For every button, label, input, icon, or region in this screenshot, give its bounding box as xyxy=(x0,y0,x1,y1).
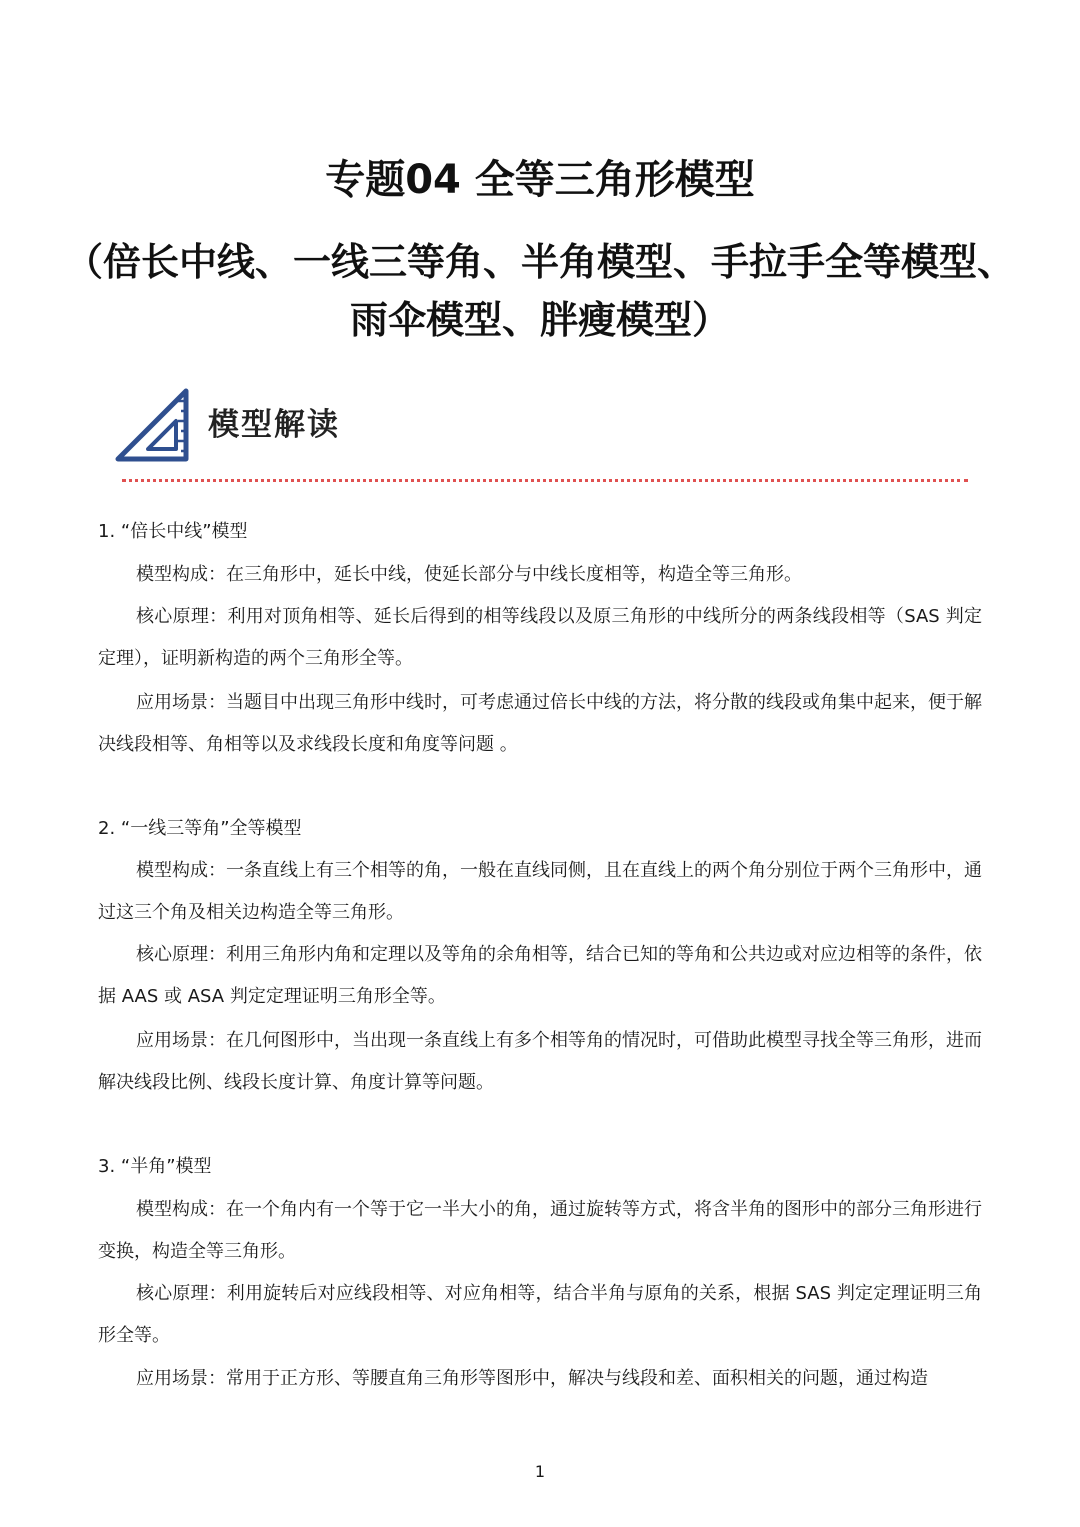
page-subtitle-line-2: 雨伞模型、胖瘦模型） xyxy=(349,298,730,342)
application-text: 应用场景：在几何图形中，当出现一条直线上有多个相等角的情况时，可借助此模型寻找全等三角形，进而解决线段比例、线段长度计算、角度计算等问题。 xyxy=(98,1030,982,1093)
section-heading: 2. “一线三等角”全等模型 xyxy=(98,818,302,839)
application-text: 应用场景：常用于正方形、等腰直角三角形等图形中，解决与线段和差、面积相关的问题，通过构造 xyxy=(136,1368,928,1389)
section-heading: 3. “半角”模型 xyxy=(98,1156,212,1177)
construction-text: 模型构成：在三角形中，延长中线，使延长部分与中线长度相等，构造全等三角形。 xyxy=(136,564,802,585)
page-subtitle-line-1: （倍长中线、一线三等角、半角模型、手拉手全等模型、 xyxy=(64,240,1015,284)
construction-text: 模型构成：在一个角内有一个等于它一半大小的角，通过旋转等方式，将含半角的图形中的部分三角形进行变换，构造全等三角形。 xyxy=(98,1199,982,1262)
application-text: 应用场景：当题目中出现三角形中线时，可考虑通过倍长中线的方法，将分散的线段或角集中起来，便于解决线段相等、角相等以及求线段长度和角度等问题 。 xyxy=(98,692,982,755)
section-divider xyxy=(122,479,968,482)
page-number: 1 xyxy=(534,1462,546,1481)
section-header xyxy=(112,385,512,465)
section-header-label: 模型解读 xyxy=(208,407,340,443)
principle-text: 核心原理：利用对顶角相等、延长后得到的相等线段以及原三角形的中线所分的两条线段相等（SAS 判定定理），证明新构造的两个三角形全等。 xyxy=(98,606,982,669)
principle-text: 核心原理：利用旋转后对应线段相等、对应角相等，结合半角与原角的关系，根据 SAS 判定定理证明三角形全等。 xyxy=(98,1283,982,1346)
construction-text: 模型构成：一条直线上有三个相等的角，一般在直线同侧，且在直线上的两个角分别位于两个三角形中，通过这三个角及相关边构造全等三角形。 xyxy=(98,860,982,923)
set-square-icon xyxy=(112,385,196,465)
section-heading: 1. “倍长中线”模型 xyxy=(98,521,248,542)
principle-text: 核心原理：利用三角形内角和定理以及等角的余角相等，结合已知的等角和公共边或对应边相等的条件，依据 AAS 或 ASA 判定定理证明三角形全等。 xyxy=(98,944,982,1007)
page-title: 专题04 全等三角形模型 xyxy=(325,157,755,203)
